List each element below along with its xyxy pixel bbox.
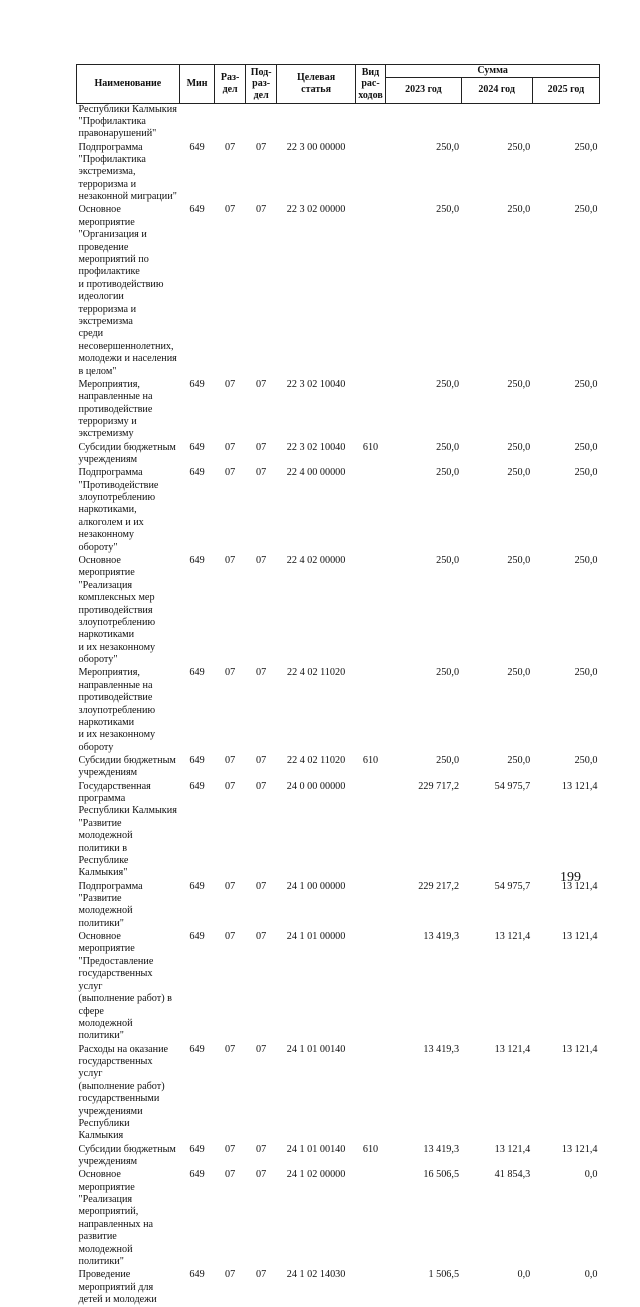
cell-podrazdel: 07 [256,755,267,766]
cell-2024: 250,0 [507,204,531,216]
cell-podrazdel: 07 [256,467,267,479]
cell-min: 649 [189,141,205,153]
cell-razdel: 07 [225,554,236,566]
cell-podrazdel: 07 [256,1143,267,1155]
cell-podrazdel [245,103,277,142]
cell-2023: 250,0 [436,378,460,390]
cell-target: 22 4 02 11020 [286,667,346,679]
table-row [77,1044,600,1144]
cell-vid [355,142,386,205]
cell-2024: 0,0 [517,1269,531,1281]
page-number: 199 [560,870,581,885]
cell-target: 24 1 00 00000 [286,880,346,892]
cell-name: Основное мероприятие "Предоставление государственных услуг (выполнение работ) в сфере молодежной политики" [78,931,172,1042]
cell-min: 649 [189,880,205,892]
table-row [77,781,600,881]
cell-name: Подпрограмма "Развитие молодежной политики" [78,880,143,929]
cell-min [179,103,215,142]
cell-target: 24 1 02 00000 [286,1169,346,1181]
cell-2023: 16 506,5 [423,1169,460,1181]
cell-razdel: 07 [225,1143,236,1155]
cell-2024: 41 854,3 [494,1169,531,1181]
budget-table [76,64,600,1307]
cell-min: 649 [189,1043,205,1055]
cell-podrazdel: 07 [256,931,267,943]
cell-razdel: 07 [225,931,236,943]
cell-target: 24 1 01 00140 [286,1143,346,1155]
cell-target: 22 3 00 00000 [286,141,346,153]
cell-name: Субсидии бюджетным учреждениям [78,441,176,466]
table-row [77,204,600,378]
cell-podrazdel: 07 [256,554,267,566]
cell-podrazdel: 07 [256,204,267,216]
cell-name: Субсидии бюджетным учреждениям [78,1143,176,1167]
cell-name: Мероприятия, направленные на противодействие терроризму и экстремизму [78,378,153,440]
header-2025: 2025 год [532,77,599,103]
cell-razdel [215,103,246,142]
cell-min: 649 [189,1143,205,1155]
cell-2025: 250,0 [574,554,598,566]
cell-2025: 13 121,4 [561,780,598,792]
table-row [77,1169,600,1269]
cell-2024: 250,0 [507,378,531,390]
header-razdel: Раз- дел [215,65,246,104]
cell-2023: 250,0 [436,667,460,679]
cell-razdel: 07 [225,880,236,892]
cell-min: 649 [189,667,205,679]
cell-target: 24 1 01 00140 [286,1043,346,1055]
cell-2024: 13 121,4 [494,1043,531,1055]
cell-vid [355,1169,386,1269]
cell-razdel: 07 [225,1169,236,1181]
cell-2023: 1 506,5 [428,1269,460,1281]
cell-2023 [386,103,461,142]
cell-2023: 13 419,3 [423,1043,460,1055]
header-vid: Вид рас- ходов [355,65,386,104]
cell-target: 22 4 02 00000 [286,554,346,566]
cell-2025: 250,0 [574,378,598,390]
cell-name: Основное мероприятие "Организация и проведение мероприятий по профилактике и противодействию идеологии терроризма и экстремизма среди несовершеннолетних, молодежи и населения в целом" [78,204,177,377]
cell-vid [355,555,386,667]
cell-min: 649 [189,1169,205,1181]
cell-2025: 250,0 [574,755,598,766]
cell-2025: 250,0 [574,441,598,453]
cell-target: 22 4 02 11020 [286,755,346,766]
cell-2025: 13 121,4 [561,931,598,943]
cell-podrazdel: 07 [256,780,267,792]
table-row [77,467,600,555]
cell-vid [355,781,386,881]
cell-2023: 250,0 [436,441,460,453]
cell-vid [355,204,386,378]
cell-min: 649 [189,467,205,479]
cell-2024: 54 975,7 [494,880,531,892]
cell-razdel: 07 [225,467,236,479]
cell-min: 649 [189,204,205,216]
cell-min: 649 [189,1269,205,1281]
cell-2024: 250,0 [507,141,531,153]
cell-target: 22 3 02 10040 [286,378,346,390]
header-2024: 2024 год [461,77,532,103]
table-row [77,755,600,781]
cell-2023: 13 419,3 [423,1143,460,1155]
cell-podrazdel: 07 [256,1043,267,1055]
cell-razdel: 07 [225,755,236,766]
table-row [77,1269,600,1307]
table-row [77,881,600,931]
cell-2025: 250,0 [574,141,598,153]
cell-min: 649 [189,378,205,390]
cell-vid: 610 [362,441,379,453]
cell-2024: 250,0 [507,554,531,566]
cell-podrazdel: 07 [256,441,267,453]
cell-2025: 250,0 [574,204,598,216]
cell-vid: 610 [362,1143,379,1155]
cell-name: Подпрограмма "Противодействие злоупотреблению наркотиками, алкоголем и их незаконному обороту" [78,467,159,553]
cell-2023: 250,0 [436,204,460,216]
cell-2025: 0,0 [584,1169,598,1181]
cell-vid [355,1269,386,1307]
cell-razdel: 07 [225,441,236,453]
cell-name: Проведение мероприятий для детей и молодежи [78,1269,157,1306]
cell-name: Государственная программа Республики Калмыкия "Развитие молодежной политики в Республике Калмыкия" [78,780,177,879]
cell-min: 649 [189,780,205,792]
table-body [77,103,600,1307]
cell-2025: 13 121,4 [561,1143,598,1155]
cell-name: Субсидии бюджетным учреждениям [78,755,176,779]
cell-2024: 13 121,4 [494,931,531,943]
cell-podrazdel: 07 [256,1269,267,1281]
cell-target: 22 3 02 10040 [286,441,346,453]
cell-razdel: 07 [225,141,236,153]
table-row [77,103,600,142]
table-row [77,379,600,442]
cell-min: 649 [189,554,205,566]
table-row [77,667,600,755]
cell-target: 22 4 00 00000 [286,467,346,479]
header-summa: Сумма [386,65,600,78]
cell-podrazdel: 07 [256,880,267,892]
table-row [77,142,600,205]
table-row [77,1144,600,1170]
cell-2024: 250,0 [507,667,531,679]
cell-podrazdel: 07 [256,667,267,679]
cell-razdel: 07 [225,667,236,679]
table-row [77,442,600,468]
cell-vid [355,667,386,755]
table-row [77,931,600,1043]
header-2023: 2023 год [386,77,461,103]
header-min: Мин [179,65,215,104]
cell-target: 24 0 00 00000 [286,780,346,792]
cell-2025: 250,0 [574,667,598,679]
cell-podrazdel: 07 [256,1169,267,1181]
cell-2024: 54 975,7 [494,780,531,792]
cell-name: Расходы на оказание государственных услуг (выполнение работ) государственными учреждениями Республики Калмыкия [78,1043,169,1142]
cell-vid [355,881,386,931]
cell-2025: 13 121,4 [561,1043,598,1055]
cell-2025: 13 121,4 [561,880,598,892]
table-row [77,555,600,667]
cell-2025: 0,0 [584,1269,598,1281]
cell-razdel: 07 [225,378,236,390]
cell-2025: 250,0 [574,467,598,479]
table-header [77,65,600,104]
cell-podrazdel: 07 [256,141,267,153]
cell-min: 649 [189,441,205,453]
cell-vid [355,931,386,1043]
cell-name: Основное мероприятие "Реализация комплексных мер противодействия злоупотреблению наркотиками и их незаконному обороту" [78,554,156,666]
cell-name: Мероприятия, направленные на противодействие злоупотреблению наркотиками и их незаконному обороту [78,667,156,753]
cell-target: 24 1 01 00000 [286,931,346,943]
cell-2024: 250,0 [507,441,531,453]
cell-2023: 229 217,2 [418,880,460,892]
header-name: Наименование [77,65,180,104]
cell-2023: 229 717,2 [418,780,460,792]
cell-target [277,103,355,142]
cell-vid [355,1044,386,1144]
cell-2024 [461,103,532,142]
cell-vid: 610 [362,755,379,766]
cell-2025 [532,103,599,142]
cell-vid [355,103,386,142]
cell-name: Подпрограмма "Профилактика экстремизма, терроризма и незаконной миграции" [78,141,177,203]
cell-target: 24 1 02 14030 [286,1269,346,1281]
cell-vid [355,467,386,555]
cell-2024: 250,0 [507,755,531,766]
cell-min: 649 [189,755,205,766]
cell-2023: 250,0 [436,141,460,153]
cell-razdel: 07 [225,204,236,216]
cell-razdel: 07 [225,1043,236,1055]
cell-name: Основное мероприятие "Реализация мероприятий, направленных на развитие молодежной политики" [78,1169,154,1268]
cell-name: Республики Калмыкия "Профилактика правонарушений" [78,103,177,140]
cell-2024: 13 121,4 [494,1143,531,1155]
cell-2023: 13 419,3 [423,931,460,943]
cell-min: 649 [189,931,205,943]
header-podrazdel: Под- раз- дел [245,65,277,104]
header-target: Целевая статья [277,65,355,104]
cell-2023: 250,0 [436,755,460,766]
cell-vid [355,379,386,442]
cell-razdel: 07 [225,1269,236,1281]
cell-2023: 250,0 [436,467,460,479]
cell-2023: 250,0 [436,554,460,566]
cell-target: 22 3 02 00000 [286,204,346,216]
cell-podrazdel: 07 [256,378,267,390]
cell-2024: 250,0 [507,467,531,479]
cell-razdel: 07 [225,780,236,792]
